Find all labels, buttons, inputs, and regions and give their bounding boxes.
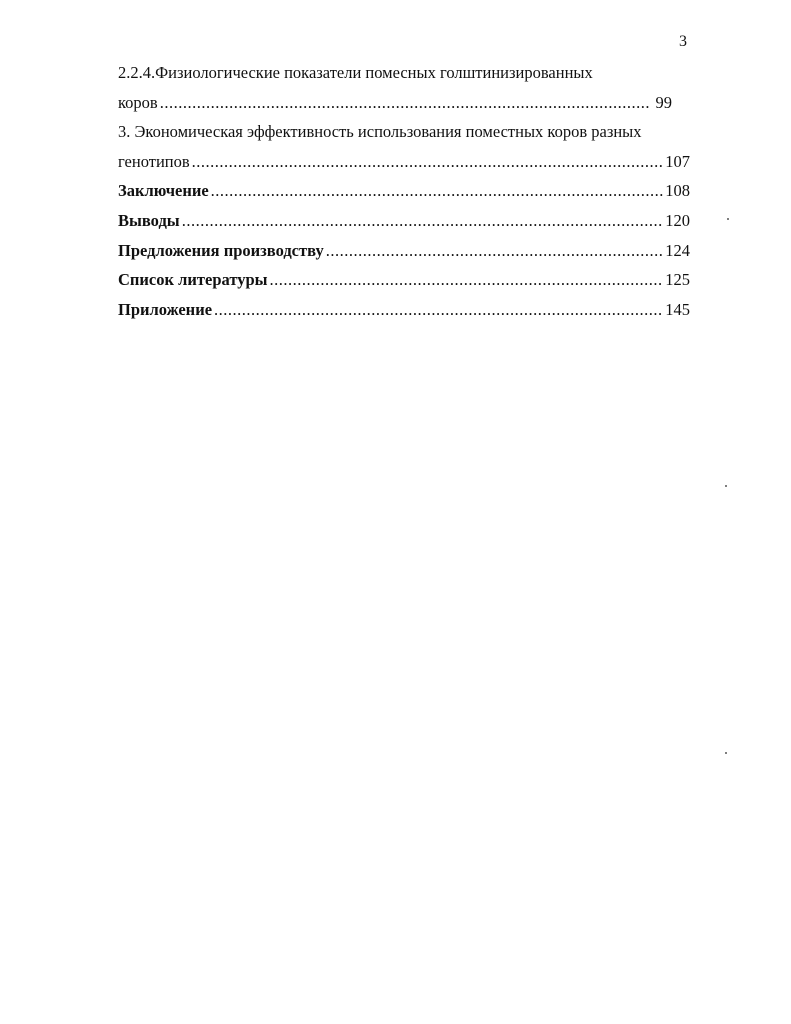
dot-leader (211, 176, 664, 206)
toc-entry-line (118, 88, 690, 118)
toc-entry-line (118, 117, 690, 147)
toc-entry-line (118, 265, 690, 295)
table-of-contents (118, 58, 690, 324)
toc-entry-line (118, 295, 690, 325)
toc-entry-line (118, 147, 690, 177)
dot-leader (214, 295, 663, 325)
toc-entry-line (118, 58, 690, 88)
toc-entry-title-continuation: генотипов (118, 151, 190, 171)
toc-entry-title: 3. Экономическая эффективность использования поместных коров разных (118, 122, 642, 142)
toc-entry-references[interactable] (118, 265, 690, 295)
toc-entry-title: Приложение (118, 299, 213, 319)
toc-entry-conclusion[interactable] (118, 176, 690, 206)
toc-entry-line (118, 206, 690, 236)
page-number: 3 (679, 33, 687, 50)
toc-page-number: 120 (665, 210, 690, 230)
dot-leader (160, 88, 650, 118)
toc-entry-title: Выводы (118, 210, 180, 230)
dot-leader (326, 236, 664, 266)
toc-entry-appendix[interactable] (118, 295, 690, 325)
toc-entry-line (118, 236, 690, 266)
dot-leader (182, 206, 664, 236)
scan-speck (727, 218, 729, 220)
toc-entry-findings[interactable] (118, 206, 690, 236)
dot-leader (270, 265, 664, 295)
toc-page-number: 107 (665, 151, 690, 171)
toc-entry-physiological-indicators[interactable] (118, 58, 690, 117)
toc-entry-title: Заключение (118, 181, 209, 201)
toc-page-number: 99 (655, 92, 672, 112)
dot-leader (192, 147, 664, 177)
toc-entry-title: 2.2.4.Физиологические показатели помесных голштинизированных (118, 63, 593, 82)
toc-entry-title: Предложения производству (118, 240, 324, 260)
toc-page-number: 125 (665, 270, 690, 290)
toc-entry-proposals[interactable] (118, 236, 690, 266)
toc-entry-economic-efficiency[interactable] (118, 117, 690, 176)
toc-entry-title: Список литературы (118, 270, 268, 290)
toc-page-number: 108 (665, 181, 690, 201)
toc-page-number: 145 (665, 299, 690, 319)
scan-speck (725, 485, 727, 487)
toc-entry-line (118, 176, 690, 206)
toc-entry-title-continuation: коров (118, 92, 158, 112)
scan-speck (725, 752, 727, 754)
toc-page-number: 124 (665, 240, 690, 260)
